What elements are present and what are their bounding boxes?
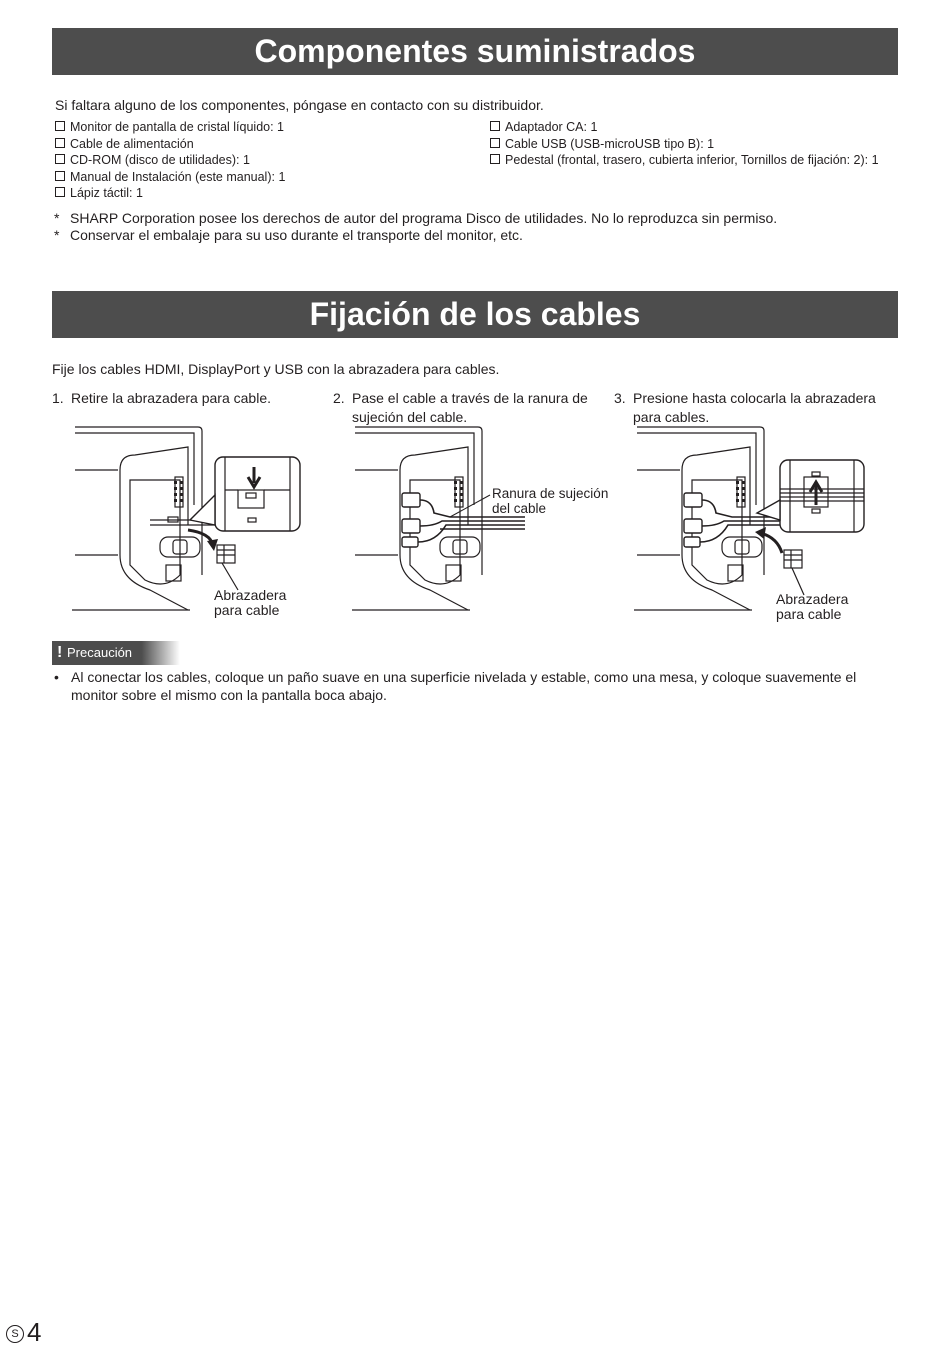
callout-cable-clamp-1: Abrazadera para cable	[214, 587, 287, 618]
note-copyright: * SHARP Corporation posee los derechos de autor del programa Disco de utilidades. No lo reproduzca sin permiso.	[54, 210, 778, 226]
callout-cable-slot: Ranura de sujeción del cable	[492, 486, 609, 516]
list-item: Cable de alimentación	[55, 136, 285, 153]
list-item: Manual de Instalación (este manual): 1	[55, 169, 285, 186]
section-title-componentes: Componentes suministrados	[52, 28, 898, 75]
checkbox-icon	[490, 154, 500, 164]
checkbox-icon	[55, 121, 65, 131]
section-title-fijacion: Fijación de los cables	[52, 291, 898, 338]
cables-intro: Fije los cables HDMI, DisplayPort y USB con la abrazadera para cables.	[52, 361, 500, 377]
list-item: CD-ROM (disco de utilidades): 1	[55, 152, 285, 169]
components-intro: Si faltara alguno de los componentes, póngase en contacto con su distribuidor.	[55, 97, 544, 113]
step-2: 2. Pase el cable a través de la ranura de sujeción del cable.	[333, 390, 588, 425]
step-1: 1. Retire la abrazadera para cable.	[52, 390, 272, 406]
step-3: 3. Presione hasta colocarla la abrazadera para cables.	[614, 390, 876, 425]
checkbox-icon	[55, 171, 65, 181]
components-list-left	[55, 119, 285, 202]
callout-cable-clamp-3: Abrazadera para cable	[776, 591, 849, 622]
list-item: Adaptador CA: 1	[490, 119, 879, 136]
list-item: Pedestal (frontal, trasero, cubierta inferior, Tornillos de fijación: 2): 1	[490, 152, 879, 169]
list-item: Cable USB (USB-microUSB tipo B): 1	[490, 136, 879, 153]
figure-step-2	[350, 425, 600, 620]
components-list-right	[490, 119, 879, 169]
checkbox-icon	[55, 187, 65, 197]
checkbox-icon	[55, 154, 65, 164]
checkbox-icon	[490, 138, 500, 148]
checkbox-icon	[55, 138, 65, 148]
warning-icon: !	[57, 644, 63, 661]
checkbox-icon	[490, 121, 500, 131]
language-mark: S	[6, 1325, 24, 1343]
note-packaging: * Conservar el embalaje para su uso durante el transporte del monitor, etc.	[54, 227, 523, 243]
list-item: Monitor de pantalla de cristal líquido: 1	[55, 119, 285, 136]
list-item: Lápiz táctil: 1	[55, 185, 285, 202]
caution-label: ! Precaución	[52, 641, 180, 665]
